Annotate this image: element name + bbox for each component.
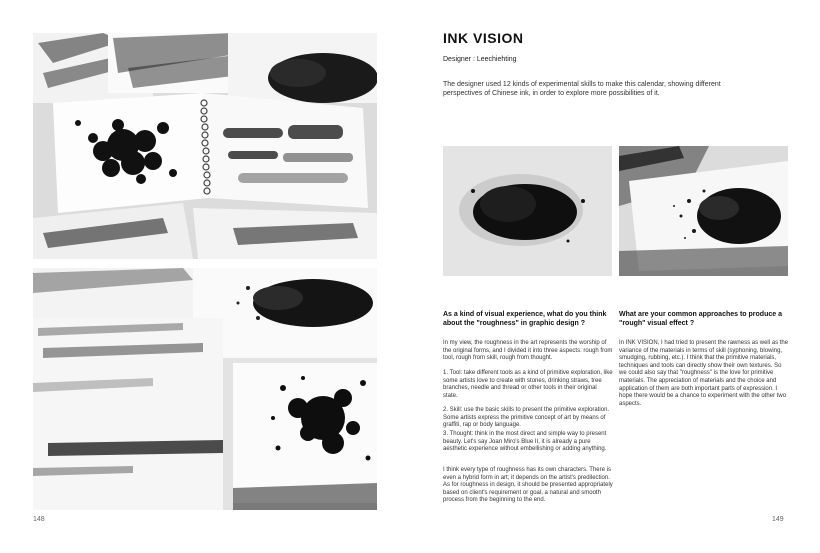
ink-sheets-photo [33,268,377,510]
answer-paragraph: I think every type of roughness has its own characters. There is even a hybrid form in art; it depends on the artist's predilection. As for roughness in design, it should be presented appropriately based on client's requirement or goal, a natural and smooth process from the beginning to the end. [443,467,613,504]
ink-splash-photo [619,146,788,276]
ink-blot-photo [443,146,612,276]
answer-paragraph: 2. Skill: use the basic skills to present the primitive exploration. Some artists express the primitive concept of art by means of graffiti, rap or body language. [443,407,610,429]
answer-paragraph: 3. Thought: think in the most direct and simple way to present beauty. Let's say Joan Miro's Blue II, it is already a pure aesthetic experience without embellishing or adding anything. [443,431,607,453]
answer-paragraph: In my view, the roughness in the art represents the worship of the original forms, and I divided it into three aspects: rough from tool, rough from skill, rough from thought. [443,340,613,362]
sketchbook-ink-photo [33,33,377,259]
page-number-left: 148 [33,516,45,523]
intro-paragraph: The designer used 12 kinds of experimental skills to make this calendar, showing different perspectives of Chinese ink, in order to explore more possibilities of it. [443,81,721,97]
answer-paragraph: 1. Tool: take different tools as a kind of primitive exploration, like some artists love to create with stones, drinking straws, tree branches, needle and thread or other tools in their original state. [443,370,613,399]
page-number-right: 149 [772,516,784,523]
question-roughness: As a kind of visual experience, what do you think about the "roughness" in graphic design ? [443,311,607,327]
designer-credit: Designer : Leechiehting [443,56,517,63]
page-title: INK VISION [443,30,524,46]
answer-paragraph: In INK VISION, I had tried to present the rawness as well as the variance of the materials in terms of skill (syphoning, blowing, smudging, rubbing, etc.). I think that the primitive materials, techniques and tools can directly show their own textures. So we could also say that "roughness" is the love for primitive materials. The appreciation of materials and the choice and application of them are both important parts of expression. I hope there would be a chance to experiment with the other two aspects. [619,340,789,407]
question-approaches: What are your common approaches to produce a "rough" visual effect ? [619,311,782,327]
